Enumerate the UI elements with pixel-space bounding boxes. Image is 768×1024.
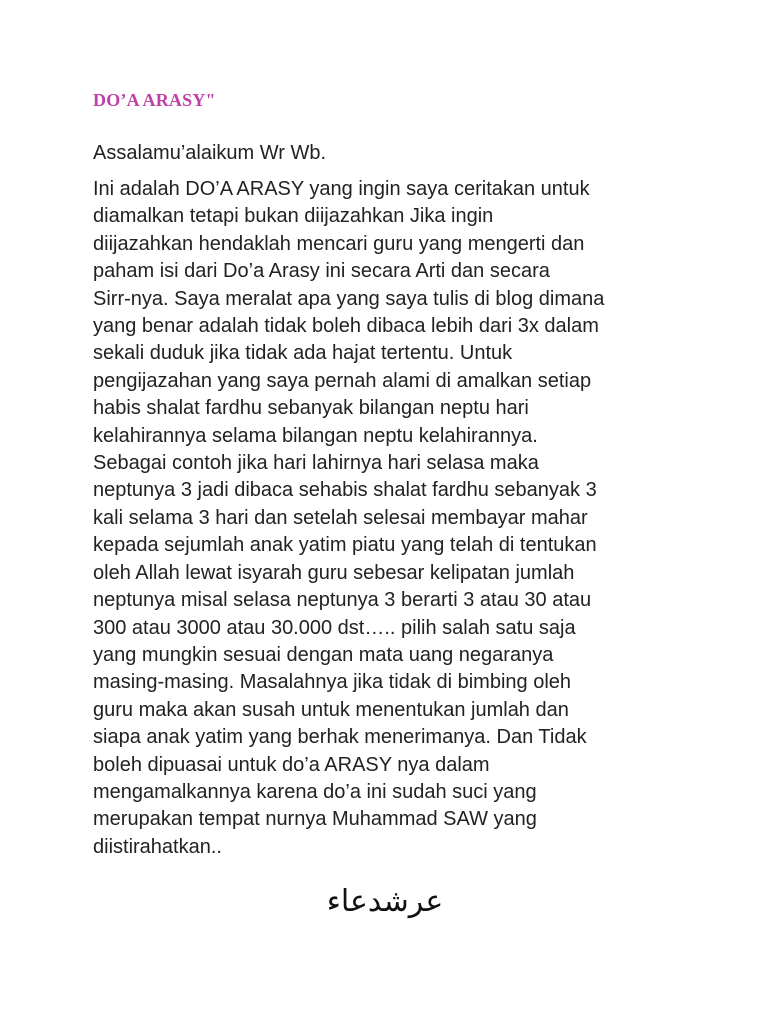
body-line: boleh dipuasai untuk do’a ARASY nya dalam [93, 753, 490, 776]
document-title: DO’A ARASY" [93, 90, 216, 110]
body-line: diistirahatkan.. [93, 835, 222, 858]
body-line: kali selama 3 hari dan setelah selesai membayar mahar [93, 506, 588, 529]
body-line: diamalkan tetapi bukan diijazahkan Jika ingin [93, 205, 494, 228]
greeting-text: Assalamu’alaikum Wr Wb. [93, 142, 327, 164]
body-line: oleh Allah lewat isyarah guru sebesar kelipatan jumlah [93, 561, 575, 584]
body-line: mengamalkannya karena do’a ini sudah suci yang [93, 780, 537, 803]
body-line: pengijazahan yang saya pernah alami di amalkan setiap [93, 369, 592, 392]
body-line: Ini adalah DO’A ARASY yang ingin saya ceritakan untuk [93, 178, 590, 200]
body-line: habis shalat fardhu sebanyak bilangan neptu hari [93, 397, 529, 420]
body-line: neptunya 3 jadi dibaca sehabis shalat fardhu sebanyak 3 [93, 479, 597, 502]
body-line: neptunya misal selasa neptunya 3 berarti 3 atau 30 atau [93, 589, 592, 612]
body-line: sekali duduk jika tidak ada hajat tertentu. Untuk [93, 342, 513, 365]
body-line: masing-masing. Masalahnya jika tidak di bimbing oleh [93, 671, 572, 694]
body-line: kelahirannya selama bilangan neptu kelahirannya. [93, 424, 538, 447]
body-line: Sirr-nya. Saya meralat apa yang saya tulis di blog dimana [93, 287, 605, 310]
body-line: Sebagai contoh jika hari lahirnya hari selasa maka [93, 452, 539, 475]
body-line: kepada sejumlah anak yatim piatu yang telah di tentukan [93, 534, 597, 557]
body-line: paham isi dari Do’a Arasy ini secara Arti dan secara [93, 260, 550, 283]
body-line: merupakan tempat nurnya Muhammad SAW yang [93, 808, 537, 831]
body-line: yang mungkin sesuai dengan mata uang negaranya [93, 643, 554, 666]
body-line: 300 atau 3000 atau 30.000 dst….. pilih salah satu saja [93, 616, 576, 639]
arabic-text: عرشدعاء [326, 884, 444, 919]
body-paragraph [93, 176, 693, 861]
body-line: guru maka akan susah untuk menentukan jumlah dan [93, 698, 569, 721]
body-line: siapa anak yatim yang berhak menerimanya. Dan Tidak [93, 726, 587, 749]
body-line: yang benar adalah tidak boleh dibaca lebih dari 3x dalam [93, 315, 599, 338]
body-line: diijazahkan hendaklah mencari guru yang mengerti dan [93, 232, 585, 255]
